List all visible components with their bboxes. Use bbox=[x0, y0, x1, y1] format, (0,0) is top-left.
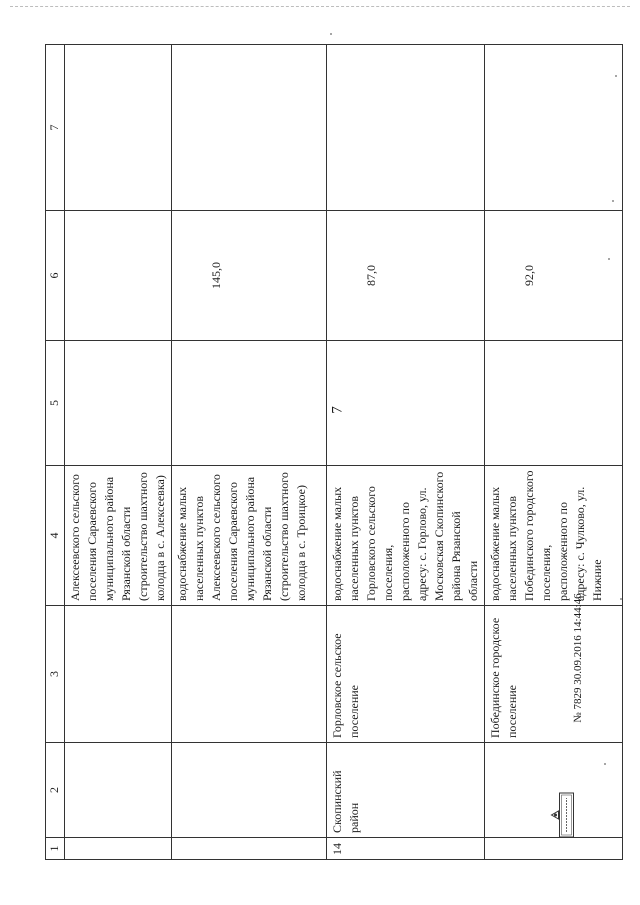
col-num-6: 6 bbox=[46, 211, 65, 341]
cell-col6: 92,0 bbox=[485, 211, 623, 341]
scan-speck bbox=[620, 598, 622, 600]
cell-object: водоснабжение малых населенных пунктов Горловского сельского поселения, расположенного по адресу: с. Горлово, ул. Московская Скопинского района Рязанской области bbox=[327, 466, 485, 606]
cell-col7 bbox=[172, 45, 327, 211]
cell-col5 bbox=[65, 341, 172, 466]
cell-col5 bbox=[172, 341, 327, 466]
cell-col5 bbox=[485, 341, 623, 466]
table-row bbox=[327, 45, 485, 860]
table-row bbox=[172, 45, 327, 860]
cell-district bbox=[65, 743, 172, 838]
table-row bbox=[65, 45, 172, 860]
col-num-3: 3 bbox=[46, 606, 65, 743]
col-num-1: 1 bbox=[46, 838, 65, 860]
cell-settlement bbox=[65, 606, 172, 743]
cell-num: 14 bbox=[327, 838, 485, 860]
cell-col7 bbox=[327, 45, 485, 211]
cell-object: водоснабжение малых населенных пунктов Алексеевского сельского поселения Сараевского муниципального района Рязанской области (строительство шахтного колодца в с. Троицкое) bbox=[172, 466, 327, 606]
scan-speck bbox=[330, 33, 332, 35]
cell-num bbox=[172, 838, 327, 860]
scan-speck bbox=[615, 75, 617, 77]
cell-col5 bbox=[327, 341, 485, 466]
cell-settlement: Побединское городское поселение bbox=[485, 606, 623, 743]
scan-speck bbox=[608, 258, 610, 260]
cell-col6 bbox=[65, 211, 172, 341]
cell-settlement bbox=[172, 606, 327, 743]
cell-col7 bbox=[485, 45, 623, 211]
col-num-5: 5 bbox=[46, 341, 65, 466]
program-table bbox=[45, 44, 623, 860]
cell-col6: 145,0 bbox=[172, 211, 327, 341]
cell-settlement: Горловское сельское поселение bbox=[327, 606, 485, 743]
registration-stamp: № 7829 30.09.2016 14:44:46 bbox=[572, 593, 584, 723]
cell-num bbox=[65, 838, 172, 860]
scan-speck bbox=[604, 763, 606, 765]
cell-col7 bbox=[65, 45, 172, 211]
scan-speck bbox=[612, 200, 614, 202]
cell-object: водоснабжение малых населенных пунктов Побединского городского поселения, расположенного по адресу: с. Чулково, ул. Нижние bbox=[485, 466, 623, 606]
col-num-2: 2 bbox=[46, 743, 65, 838]
cell-num bbox=[485, 838, 623, 860]
table-row bbox=[485, 45, 623, 860]
cell-district: Скопинский район bbox=[327, 743, 485, 838]
cell-object: Алексеевского сельского поселения Сараевского муниципального района Рязанской области (строительство шахтного колодца в с. Алексеевка) bbox=[65, 466, 172, 606]
col-num-4: 4 bbox=[46, 466, 65, 606]
column-numbers-row bbox=[46, 45, 65, 860]
scan-edge-line bbox=[10, 6, 630, 7]
registry-emblem-icon bbox=[550, 791, 583, 839]
cell-district bbox=[172, 743, 327, 838]
page-number: 7 bbox=[329, 406, 346, 414]
cell-col6: 87,0 bbox=[327, 211, 485, 341]
col-num-7: 7 bbox=[46, 45, 65, 211]
rotated-table-area bbox=[45, 45, 604, 860]
